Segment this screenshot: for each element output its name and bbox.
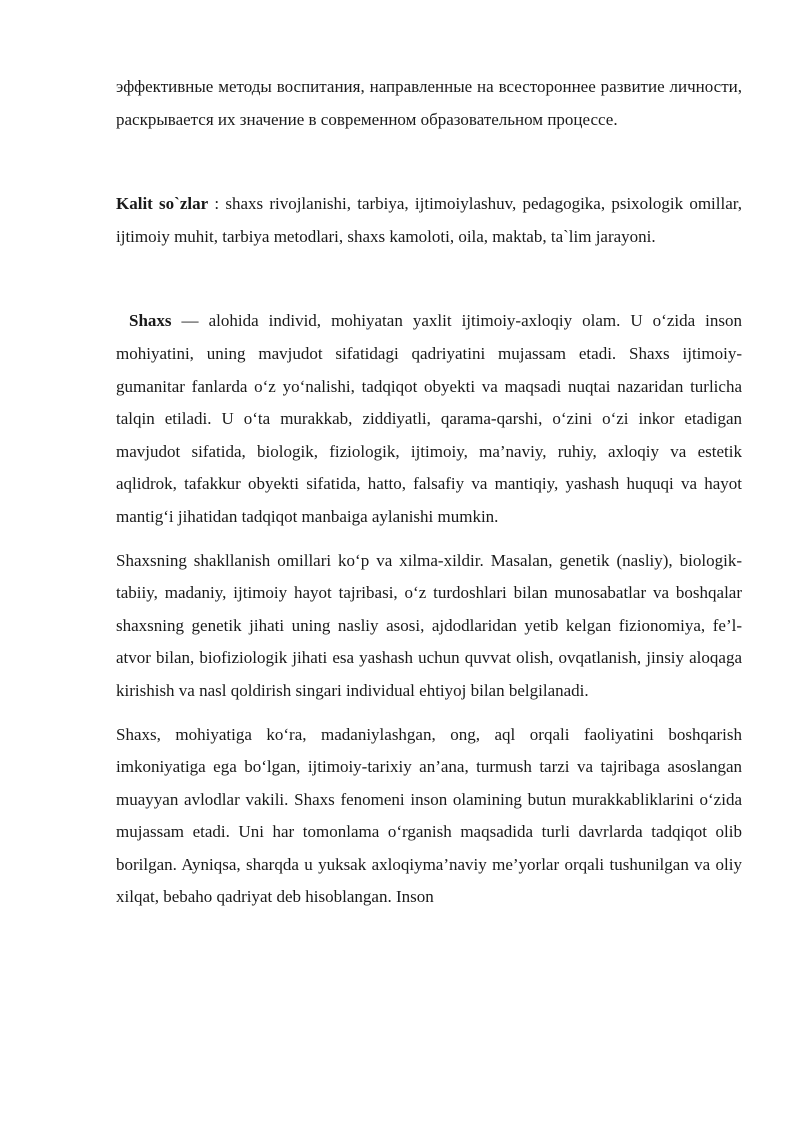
keywords-paragraph <box>116 188 742 253</box>
keywords-separator: : <box>208 194 226 214</box>
keywords-text: shaxs rivojlanishi, tarbiya, ijtimoiylashuv, pedagogika, psixologik omillar, ijtimoiy muhit, tarbiya metodlari, shaxs kamoloti, oila, maktab, ta`lim jarayoni. <box>116 194 742 246</box>
formation-factors-paragraph: Shaxsning shakllanish omillari ko‘p va xilma-xildir. Masalan, genetik (nasliy), biologik-tabiiy, madaniy, ijtimoiy hayot tajribasi, o‘z turdoshlari bilan munosabatlar va boshqalar shaxsning genetik jihati uning nasliy asosi, ajdodlaridan yetib kelgan fizionomiya, fe’l-atvor bilan, biofiziologik jihati esa yashash uchun quvvat olish, ovqatlanish, jinsiy aloqaga kirishish va nasl qoldirish singari individual ehtiyoj bilan belgilanadi. <box>116 550 742 700</box>
shaxs-definition-text: — alohida individ, mohiyatan yaxlit ijtimoiy-axloqiy olam. U o‘zida inson mohiyatini, uning mavjudot sifatidagi qadriyatini mujassam etadi. Shaxs ijtimoiy-gumanitar fanlarda o‘z yo‘nalishi, tadqiqot obyekti va maqsadi nuqtai nazaridan turlicha talqin etiladi. U o‘ta murakkab, ziddiyatli, qarama-qarshi, o‘zini o‘zi inkor etadigan mavjudot sifatida, biologik, fiziologik, ijtimoiy, ma’naviy, ruhiy, axloqiy va estetik aqlidrok, tafakkur obyekti sifatida, hatto, falsafiy va mantiqiy, yashash huquqi va hayot mantig‘i jihatidan tadqiqot manbaiga aylanishi mumkin. <box>116 311 742 526</box>
keywords-label: Kalit so`zlar <box>116 194 209 214</box>
intro-paragraph: эффективные методы воспитания, направленные на всестороннее развитие личности, раскрывается их значение в современном образовательном процессе. <box>116 77 742 129</box>
essence-paragraph: Shaxs, mohiyatiga ko‘ra, madaniylashgan, ong, aql orqali faoliyatini boshqarish imkoniyatiga ega bo‘lgan, ijtimoiy-tarixiy an’ana, turmush tarzi va tajribaga asoslangan muayyan avlodlar vakili. Shaxs fenomeni inson olamining butun murakkabliklarini o‘zida mujassam etadi. Uni har tomonlama o‘rganish maqsadida turli davrlarda tadqiqot olib borilgan. Ayniqsa, sharqda u yuksak axloqiyma’naviy me’yorlar orqali tushunilgan va oliy xilqat, bebaho qadriyat deb hisoblangan. Inson <box>116 724 742 907</box>
shaxs-term: Shaxs <box>129 311 172 331</box>
shaxs-definition-paragraph <box>116 305 742 533</box>
